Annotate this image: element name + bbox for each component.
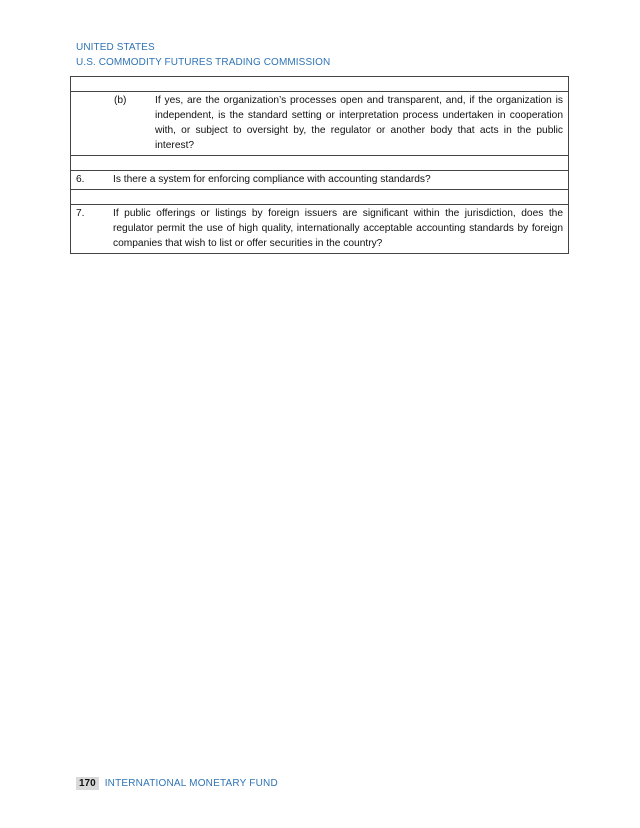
header-country: UNITED STATES <box>76 42 155 53</box>
questionnaire-table <box>70 76 569 254</box>
running-header <box>76 40 330 70</box>
question-text: If public offerings or listings by foreign issuers are significant within the jurisdiction, does the regulator permit the use of high quality, internationally acceptable accounting standards by foreign companies that wish to list or offer securities in the country? <box>113 208 563 249</box>
question-text: Is there a system for enforcing compliance with accounting standards? <box>113 174 431 185</box>
publisher-name: INTERNATIONAL MONETARY FUND <box>104 778 278 789</box>
page-number: 170 <box>76 777 99 790</box>
header-agency: U.S. COMMODITY FUTURES TRADING COMMISSION <box>76 57 331 68</box>
blank-row <box>71 190 568 205</box>
blank-row <box>71 77 568 92</box>
question-row-b <box>71 92 568 156</box>
question-label: (b) <box>114 95 127 106</box>
question-text: If yes, are the organization’s processes open and transparent, and, if the organization is independent, is the standard setting or interpretation process undertaken in cooperation with, or subject to oversight by, the regulator or another body that acts in the public interest? <box>155 95 563 151</box>
question-number: 7. <box>76 208 85 219</box>
question-row-7 <box>71 205 568 253</box>
question-number: 6. <box>76 174 85 185</box>
page-footer <box>76 777 278 790</box>
blank-row <box>71 156 568 171</box>
question-row-6 <box>71 171 568 190</box>
